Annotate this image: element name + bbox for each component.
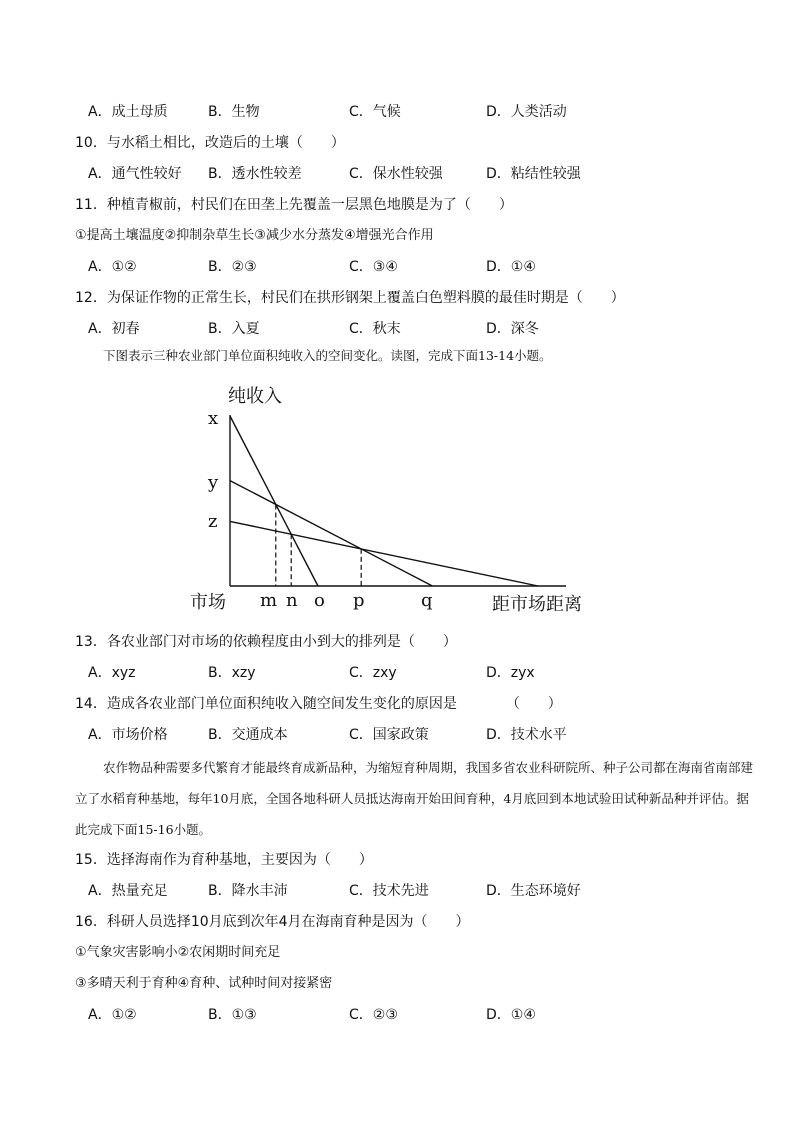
- q16-option-b[interactable]: B．①③: [208, 1007, 257, 1023]
- q10-option-d[interactable]: D．粘结性较强: [486, 166, 581, 182]
- q12-stem: 12．为保证作物的正常生长，村民们在拱形钢架上覆盖白色塑料膜的最佳时期是（ ）: [75, 290, 625, 306]
- q16-stem: 16．科研人员选择10月底到次年4月在海南育种是因为（ ）: [75, 914, 470, 930]
- q11-stem: 11．种植青椒前，村民们在田垄上先覆盖一层黑色地膜是为了（ ）: [75, 197, 513, 213]
- x-tick-n: n: [286, 590, 298, 611]
- net-income-chart: [190, 378, 610, 618]
- q13-stem: 13．各农业部门对市场的依赖程度由小到大的排列是（ ）: [75, 634, 457, 650]
- q9-option-c[interactable]: C．气候: [349, 104, 401, 120]
- q14-option-d[interactable]: D．技术水平: [486, 727, 567, 743]
- q16-statement-1: ①气象灾害影响小②农闲期时间充足: [75, 945, 281, 960]
- q10-option-b[interactable]: B．透水性较差: [208, 166, 302, 182]
- q14-stem: 14．造成各农业部门单位面积纯收入随空间发生变化的原因是 （ ）: [75, 696, 562, 712]
- q12-option-d[interactable]: D．深冬: [486, 321, 539, 337]
- q12-option-a[interactable]: A．初春: [88, 321, 140, 337]
- q11-statements: ①提高土壤温度②抑制杂草生长③减少水分蒸发④增强光合作用: [75, 228, 434, 243]
- q13-option-d[interactable]: D．zyx: [486, 665, 535, 681]
- q9-option-b[interactable]: B．生物: [208, 104, 260, 120]
- q11-option-c[interactable]: C．③④: [349, 259, 398, 275]
- dash-layer: [276, 504, 361, 586]
- q14-option-b[interactable]: B．交通成本: [208, 727, 288, 743]
- q16-option-d[interactable]: D．①④: [486, 1007, 536, 1023]
- q15-stem: 15．选择海南作为育种基地，主要因为（ ）: [75, 852, 373, 868]
- q10-option-c[interactable]: C．保水性较强: [349, 166, 443, 182]
- q13-option-c[interactable]: C．zxy: [349, 665, 397, 681]
- q14-option-c[interactable]: C．国家政策: [349, 727, 429, 743]
- y-tick-x: x: [208, 408, 219, 429]
- chart-xlabel: 距市场距离: [492, 594, 582, 615]
- q16-option-c[interactable]: C．②③: [349, 1007, 398, 1023]
- q15-option-c[interactable]: C．技术先进: [349, 883, 429, 899]
- q16-option-a[interactable]: A．①②: [88, 1007, 137, 1023]
- y-tick-y: y: [208, 472, 219, 493]
- x-tick-m: m: [260, 590, 278, 611]
- x-tick-q: q: [421, 590, 433, 611]
- intro-15-16: 农作物品种需要多代繁育才能最终育成新品种，为缩短育种周期，我国多省农业科研院所、种子公司都在海南省南部建立了水稻育种基地，每年10月底，全国各地科研人员抵达海南开始田间育种，4月底回到本地试验田试种新品种并评估。据此完成下面15-16小题。: [75, 760, 754, 837]
- q12-option-b[interactable]: B．入夏: [208, 321, 260, 337]
- series-line-y: [230, 481, 432, 586]
- q13-option-b[interactable]: B．xzy: [208, 665, 256, 681]
- q9-option-a[interactable]: A．成土母质: [88, 104, 168, 120]
- q14-option-a[interactable]: A．市场价格: [88, 727, 168, 743]
- chart-xlabel-left: 市场: [190, 592, 226, 613]
- q15-option-b[interactable]: B．降水丰沛: [208, 883, 288, 899]
- x-tick-p: p: [353, 590, 365, 611]
- q11-option-d[interactable]: D．①④: [486, 259, 536, 275]
- q15-option-a[interactable]: A．热量充足: [88, 883, 168, 899]
- q15-option-d[interactable]: D．生态环境好: [486, 883, 581, 899]
- x-tick-o: o: [314, 590, 325, 611]
- q16-statement-2: ③多晴天利于育种④育种、试种时间对接紧密: [75, 976, 333, 991]
- q12-option-c[interactable]: C．秋末: [349, 321, 401, 337]
- intro-13-14: 下图表示三种农业部门单位面积纯收入的空间变化。读图，完成下面13-14小题。: [103, 348, 552, 363]
- q9-option-d[interactable]: D．人类活动: [486, 104, 567, 120]
- q10-option-a[interactable]: A．通气性较好: [88, 166, 182, 182]
- q13-option-a[interactable]: A．xyz: [88, 665, 136, 681]
- q11-option-a[interactable]: A．①②: [88, 259, 137, 275]
- series-line-x: [230, 416, 318, 586]
- y-tick-z: z: [208, 511, 218, 532]
- q10-stem: 10．与水稻土相比，改造后的土壤（ ）: [75, 135, 345, 151]
- q11-option-b[interactable]: B．②③: [208, 259, 257, 275]
- chart-ylabel: 纯收入: [228, 386, 282, 407]
